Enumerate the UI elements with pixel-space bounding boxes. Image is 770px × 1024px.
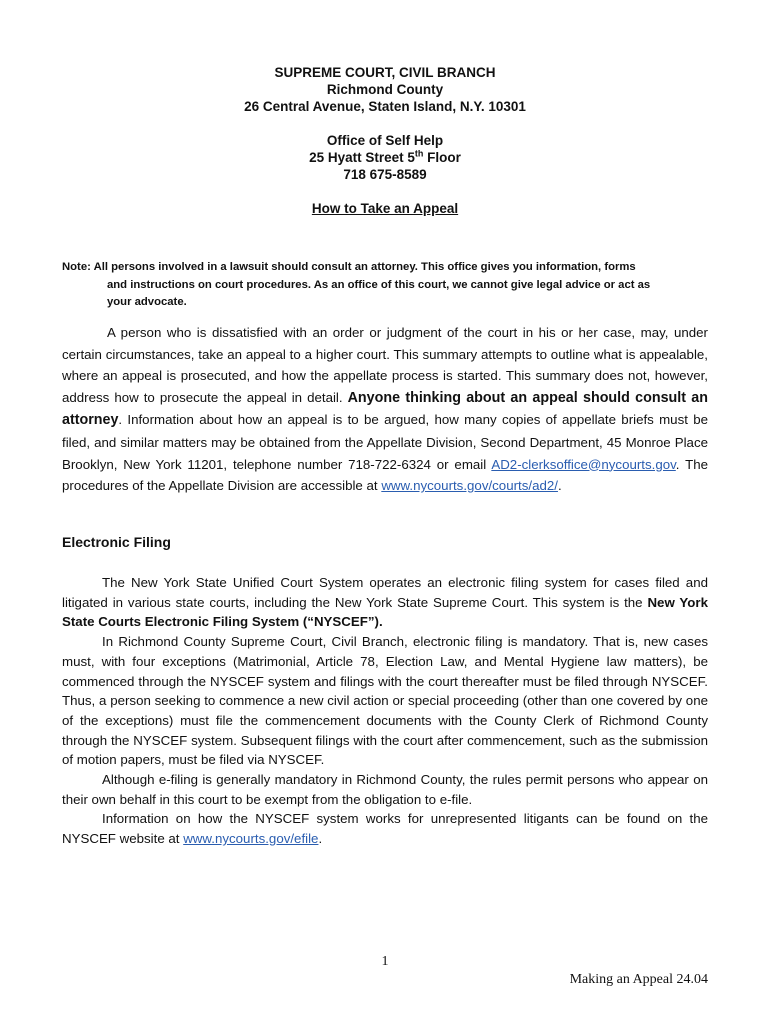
office-address: 25 Hyatt Street 5th Floor [309, 148, 461, 165]
consult-attorney-emphasis: Anyone thinking about an appeal should consult an attorney [62, 389, 708, 429]
appellate-email-link[interactable]: AD2-clerksoffice@nycourts.gov [491, 456, 676, 472]
efiling-paragraph-2: In Richmond County Supreme Court, Civil Branch, electronic filing is mandatory. That is, new cases must, with four exceptions (Matrimonial, Article 78, Election Law, and Mental Hygiene law matters), be commenced through the NYSCEF system and filings with the court thereafter must be filed through NYSCEF. Thus, a person seeking to commence a new civil action or special proceeding (other than one covered by one of the exceptions) must file the commencement documents with the County Clerk of Richmond County through the NYSCEF system. Subsequent filings with the court after commencement, such as the submission of motion papers, must be filed via NYSCEF. [62, 634, 708, 768]
note-line-1: Note: All persons involved in a lawsuit should consult an attorney. This office gives you information, forms [62, 261, 636, 273]
note-line-3: your advocate. [107, 296, 187, 308]
disclaimer-note [62, 259, 708, 312]
document-footer: Making an Appeal 24.04 [569, 972, 708, 987]
county-name: Richmond County [326, 82, 444, 97]
nyscef-name: New York State Courts Electronic Filing System (“NYSCEF”). [62, 594, 708, 630]
efiling-paragraph-1: The New York State Unified Court System operates an electronic filing system for cases filed and litigated in various state courts, including the New York State Supreme Court. This system is the New York State Courts Electronic Filing System (“NYSCEF”). [62, 575, 708, 630]
appellate-website-link[interactable]: www.nycourts.gov/courts/ad2/ [381, 478, 558, 494]
page-number: 1 [381, 954, 389, 969]
efiling-paragraph-3: Although e-filing is generally mandatory in Richmond County, the rules permit persons who appear on their own behalf in this court to be exempt from the obligation to e-file. [62, 772, 708, 807]
intro-paragraph: A person who is dissatisfied with an order or judgment of the court in his or her case, may, under certain circumstances, take an appeal to a higher court. This summary attempts to outline what is appealable, where an appeal is prosecuted, and how the appellate process is started. This summary does not, however, address how to prosecute the appeal in detail. Anyone thinking about an appeal should consult an attorney. Information about how an appeal is to be argued, how many copies of appellate briefs must be filed, and similar matters may be obtained from the Appellate Division, Second Department, 45 Monroe Place Brooklyn, New York 11201, telephone number 718-722-6324 or email AD2-clerksoffice@nycourts.gov. The procedures of the Appellate Division are accessible at www.nycourts.gov/courts/ad2/. [62, 325, 709, 494]
electronic-filing-section [62, 573, 708, 849]
efiling-paragraph-4: Information on how the NYSCEF system works for unrepresented litigants can be found on the NYSCEF website at www.nycourts.gov/efile. [62, 811, 708, 847]
court-address: 26 Central Avenue, Staten Island, N.Y. 10301 [244, 99, 526, 114]
document-header [0, 64, 770, 217]
note-line-2: and instructions on court procedures. As an office of this court, we cannot give legal advice or act as [107, 278, 651, 291]
office-phone: 718 675-8589 [343, 167, 427, 182]
page-title: How to Take an Appeal [311, 201, 459, 216]
court-name: SUPREME COURT, CIVIL BRANCH [274, 65, 496, 80]
section-heading-electronic-filing: Electronic Filing [62, 534, 171, 550]
office-name: Office of Self Help [326, 133, 444, 148]
efile-website-link[interactable]: www.nycourts.gov/efile [183, 831, 319, 847]
